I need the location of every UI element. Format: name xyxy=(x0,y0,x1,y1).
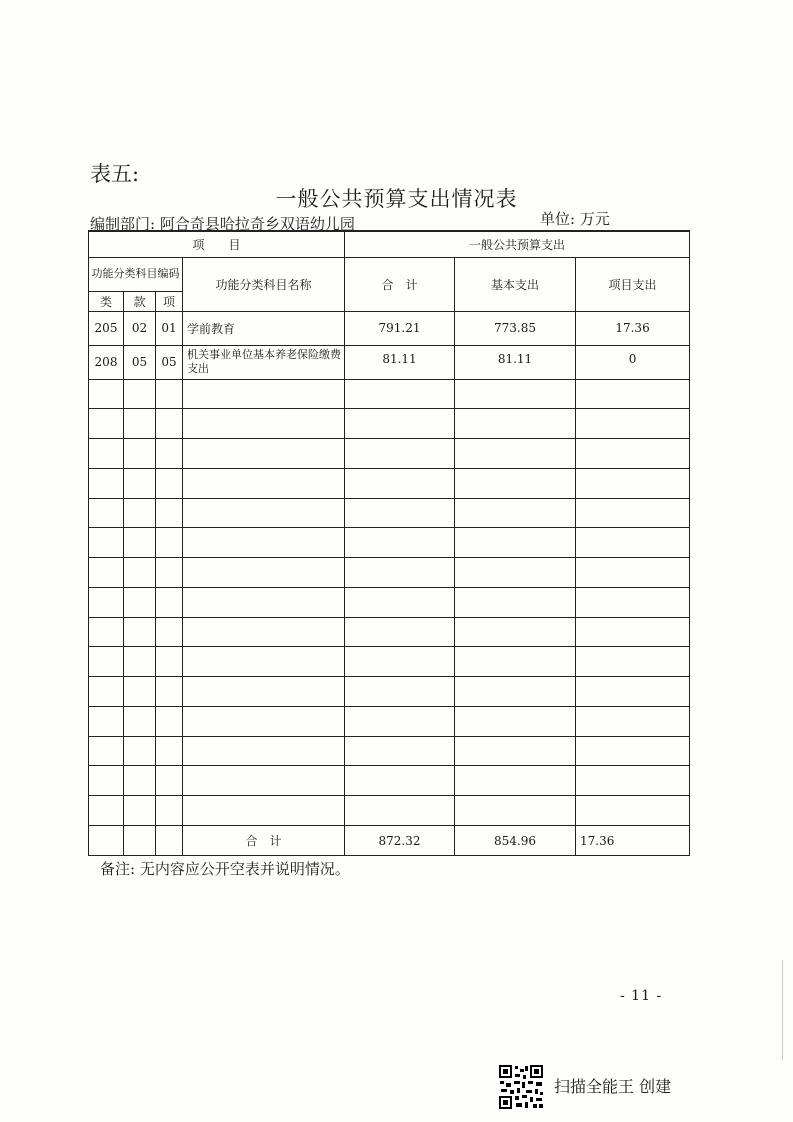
table-row xyxy=(89,311,690,345)
empty-row xyxy=(89,736,690,766)
empty-row xyxy=(89,528,690,558)
header-code-group: 功能分类科目编码 xyxy=(89,257,183,291)
budget-table xyxy=(88,230,690,856)
row-lei: 205 xyxy=(89,311,124,345)
footnote: 备注: 无内容应公开空表并说明情况。 xyxy=(100,860,350,878)
header-lei: 类 xyxy=(89,291,124,311)
header-total: 合 计 xyxy=(345,257,455,311)
row-basic: 81.11 xyxy=(455,345,576,379)
row-project: 17.36 xyxy=(576,311,690,345)
sum-label: 合 计 xyxy=(183,826,345,856)
row-kuan: 02 xyxy=(124,311,156,345)
row-total: 81.11 xyxy=(345,345,455,379)
unit-line: 单位: 万元 xyxy=(540,210,610,228)
empty-row xyxy=(89,498,690,528)
table-row xyxy=(89,345,690,379)
row-basic: 773.85 xyxy=(455,311,576,345)
empty-row xyxy=(89,558,690,588)
page-title: 一般公共预算支出情况表 xyxy=(275,187,518,211)
row-xiang: 05 xyxy=(156,345,183,379)
header-basic: 基本支出 xyxy=(455,257,576,311)
sum-project: 17.36 xyxy=(576,826,690,856)
sum-basic: 854.96 xyxy=(455,826,576,856)
row-lei: 208 xyxy=(89,345,124,379)
table-label: 表五: xyxy=(90,162,140,186)
row-name: 机关事业单位基本养老保险缴费支出 xyxy=(183,345,345,379)
empty-row xyxy=(89,468,690,498)
sum-row xyxy=(89,826,690,856)
page-number: - 11 - xyxy=(620,988,663,1004)
header-budget: 一般公共预算支出 xyxy=(345,231,690,257)
row-name: 学前教育 xyxy=(183,311,345,345)
department-line: 编制部门: 阿合奇县哈拉奇乡双语幼儿园 xyxy=(90,215,355,233)
header-xiang: 项 xyxy=(156,291,183,311)
header-kuan: 款 xyxy=(124,291,156,311)
empty-row xyxy=(89,647,690,677)
empty-row xyxy=(89,587,690,617)
row-kuan: 05 xyxy=(124,345,156,379)
row-total: 791.21 xyxy=(345,311,455,345)
sum-total: 872.32 xyxy=(345,826,455,856)
empty-row xyxy=(89,379,690,409)
header-item: 项 目 xyxy=(89,231,345,257)
row-project: 0 xyxy=(576,345,690,379)
header-project: 项目支出 xyxy=(576,257,690,311)
scanner-watermark: 扫描全能王 创建 xyxy=(554,1077,672,1096)
empty-row xyxy=(89,706,690,736)
empty-row xyxy=(89,796,690,826)
empty-row xyxy=(89,766,690,796)
header-name: 功能分类科目名称 xyxy=(183,257,345,311)
empty-row xyxy=(89,409,690,439)
qr-code-icon xyxy=(498,1064,544,1110)
scan-edge-line xyxy=(782,960,783,1060)
row-xiang: 01 xyxy=(156,311,183,345)
empty-row xyxy=(89,439,690,469)
empty-row xyxy=(89,617,690,647)
empty-row xyxy=(89,677,690,707)
